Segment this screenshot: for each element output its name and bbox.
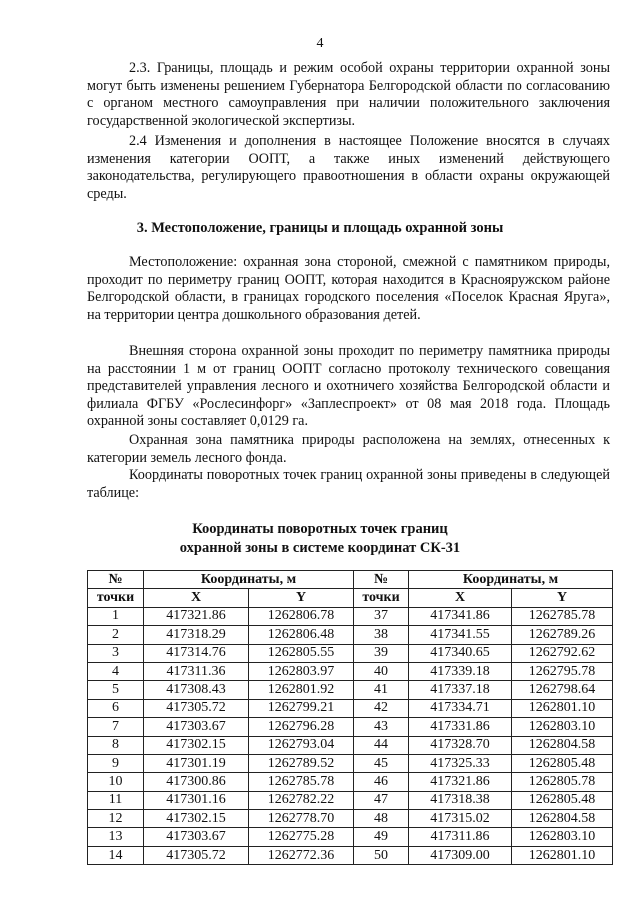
- paragraph-lands: Охранная зона памятника природы расположена на землях, отнесенных к категории земель лесного фонда.: [87, 432, 610, 466]
- table-row: [88, 754, 613, 772]
- table-row: [88, 662, 613, 680]
- page-number: 4: [316, 36, 324, 51]
- x-value-cell: 417301.19: [144, 754, 249, 772]
- header-x-1: X: [144, 589, 249, 607]
- point-number-cell: 49: [354, 828, 409, 846]
- x-value-cell: 417321.86: [409, 773, 512, 791]
- y-value-cell: 1262801.92: [249, 681, 354, 699]
- y-value-cell: 1262806.48: [249, 626, 354, 644]
- point-number-cell: 48: [354, 810, 409, 828]
- x-value-cell: 417300.86: [144, 773, 249, 791]
- point-number-cell: 3: [88, 644, 144, 662]
- table-row: [88, 699, 613, 717]
- y-value-cell: 1262801.10: [512, 846, 613, 864]
- header-number-2: №: [354, 571, 409, 589]
- table-row: [88, 846, 613, 864]
- y-value-cell: 1262785.78: [512, 607, 613, 625]
- table-row: [88, 681, 613, 699]
- x-value-cell: 417308.43: [144, 681, 249, 699]
- table-title-line-2: охранной зоны в системе координат СК-31: [179, 540, 461, 556]
- point-number-cell: 43: [354, 718, 409, 736]
- x-value-cell: 417303.67: [144, 718, 249, 736]
- y-value-cell: 1262796.28: [249, 718, 354, 736]
- y-value-cell: 1262772.36: [249, 846, 354, 864]
- x-value-cell: 417309.00: [409, 846, 512, 864]
- x-value-cell: 417311.86: [409, 828, 512, 846]
- y-value-cell: 1262789.52: [249, 754, 354, 772]
- table-row: [88, 644, 613, 662]
- table-row: [88, 810, 613, 828]
- point-number-cell: 6: [88, 699, 144, 717]
- header-coordinates-2: Координаты, м: [409, 571, 613, 589]
- table-header-row-2: [88, 589, 613, 607]
- point-number-cell: 8: [88, 736, 144, 754]
- y-value-cell: 1262799.21: [249, 699, 354, 717]
- y-value-cell: 1262803.97: [249, 662, 354, 680]
- point-number-cell: 11: [88, 791, 144, 809]
- table-title: [0, 520, 640, 558]
- x-value-cell: 417314.76: [144, 644, 249, 662]
- point-number-cell: 40: [354, 662, 409, 680]
- point-number-cell: 44: [354, 736, 409, 754]
- y-value-cell: 1262785.78: [249, 773, 354, 791]
- y-value-cell: 1262793.04: [249, 736, 354, 754]
- y-value-cell: 1262795.78: [512, 662, 613, 680]
- y-value-cell: 1262806.78: [249, 607, 354, 625]
- x-value-cell: 417339.18: [409, 662, 512, 680]
- x-value-cell: 417305.72: [144, 699, 249, 717]
- x-value-cell: 417328.70: [409, 736, 512, 754]
- y-value-cell: 1262789.26: [512, 626, 613, 644]
- y-value-cell: 1262775.28: [249, 828, 354, 846]
- table-row: [88, 791, 613, 809]
- x-value-cell: 417340.65: [409, 644, 512, 662]
- table-header-row-1: [88, 571, 613, 589]
- point-number-cell: 46: [354, 773, 409, 791]
- point-number-cell: 4: [88, 662, 144, 680]
- table-row: [88, 828, 613, 846]
- table-title-line-1: Координаты поворотных точек границ: [192, 521, 448, 537]
- table-row: [88, 773, 613, 791]
- table-row: [88, 626, 613, 644]
- y-value-cell: 1262798.64: [512, 681, 613, 699]
- y-value-cell: 1262805.78: [512, 773, 613, 791]
- point-number-cell: 47: [354, 791, 409, 809]
- header-y-1: Y: [249, 589, 354, 607]
- point-number-cell: 7: [88, 718, 144, 736]
- header-number-1: №: [88, 571, 144, 589]
- paragraph-location: Местоположение: охранная зона стороной, смежной с памятником природы, проходит по периметру границ ООПТ, которая находится в Краснояружском районе Белгородской области, в границах городского поселения «Поселок Красная Яруга», на территории центра дошкольного образования детей.: [87, 254, 610, 323]
- paragraph-2-3: 2.3. Границы, площадь и режим особой охраны территории охранной зоны могут быть изменены решением Губернатора Белгородской области по согласованию с органом местного самоуправления при наличии положительного заключения государственной экологической экспертизы.: [87, 60, 610, 129]
- point-number-cell: 39: [354, 644, 409, 662]
- paragraph-2-4: 2.4 Изменения и дополнения в настоящее Положение вносятся в случаях изменения категории ООПТ, а также иных изменений действующего законодательства, регулирующего правоотношения в области охраны окружающей среды.: [87, 133, 610, 202]
- x-value-cell: 417341.55: [409, 626, 512, 644]
- y-value-cell: 1262805.55: [249, 644, 354, 662]
- point-number-cell: 42: [354, 699, 409, 717]
- header-y-2: Y: [512, 589, 613, 607]
- y-value-cell: 1262805.48: [512, 791, 613, 809]
- x-value-cell: 417321.86: [144, 607, 249, 625]
- x-value-cell: 417318.38: [409, 791, 512, 809]
- point-number-cell: 2: [88, 626, 144, 644]
- x-value-cell: 417341.86: [409, 607, 512, 625]
- table-row: [88, 607, 613, 625]
- y-value-cell: 1262792.62: [512, 644, 613, 662]
- header-coordinates-1: Координаты, м: [144, 571, 354, 589]
- x-value-cell: 417315.02: [409, 810, 512, 828]
- x-value-cell: 417318.29: [144, 626, 249, 644]
- point-number-cell: 14: [88, 846, 144, 864]
- header-x-2: X: [409, 589, 512, 607]
- x-value-cell: 417302.15: [144, 810, 249, 828]
- header-points-2: точки: [354, 589, 409, 607]
- point-number-cell: 9: [88, 754, 144, 772]
- y-value-cell: 1262804.58: [512, 810, 613, 828]
- point-number-cell: 38: [354, 626, 409, 644]
- header-points-1: точки: [88, 589, 144, 607]
- x-value-cell: 417334.71: [409, 699, 512, 717]
- x-value-cell: 417302.15: [144, 736, 249, 754]
- y-value-cell: 1262801.10: [512, 699, 613, 717]
- x-value-cell: 417301.16: [144, 791, 249, 809]
- coordinates-table: [87, 570, 613, 865]
- paragraph-outer-side: Внешняя сторона охранной зоны проходит по периметру памятника природы на расстоянии 1 м от границ ООПТ согласно протоколу технического совещания представителей управления лесного и охотничего хозяйства Белгородской области и филиала ФГБУ «Рослесинфорг» «Заплеспроект» от 08 мая 2018 года. Площадь охранной зоны составляет 0,0129 га.: [87, 343, 610, 430]
- x-value-cell: 417303.67: [144, 828, 249, 846]
- x-value-cell: 417305.72: [144, 846, 249, 864]
- point-number-cell: 37: [354, 607, 409, 625]
- point-number-cell: 45: [354, 754, 409, 772]
- point-number-cell: 50: [354, 846, 409, 864]
- section-3-title: 3. Местоположение, границы и площадь охранной зоны: [136, 220, 504, 236]
- y-value-cell: 1262782.22: [249, 791, 354, 809]
- x-value-cell: 417311.36: [144, 662, 249, 680]
- point-number-cell: 13: [88, 828, 144, 846]
- table-row: [88, 736, 613, 754]
- point-number-cell: 12: [88, 810, 144, 828]
- x-value-cell: 417325.33: [409, 754, 512, 772]
- y-value-cell: 1262778.70: [249, 810, 354, 828]
- point-number-cell: 10: [88, 773, 144, 791]
- y-value-cell: 1262805.48: [512, 754, 613, 772]
- paragraph-coords-intro: Координаты поворотных точек границ охранной зоны приведены в следующей таблице:: [87, 467, 610, 501]
- table-row: [88, 718, 613, 736]
- point-number-cell: 5: [88, 681, 144, 699]
- x-value-cell: 417337.18: [409, 681, 512, 699]
- table-body: [88, 607, 613, 864]
- y-value-cell: 1262803.10: [512, 828, 613, 846]
- point-number-cell: 1: [88, 607, 144, 625]
- y-value-cell: 1262803.10: [512, 718, 613, 736]
- x-value-cell: 417331.86: [409, 718, 512, 736]
- point-number-cell: 41: [354, 681, 409, 699]
- y-value-cell: 1262804.58: [512, 736, 613, 754]
